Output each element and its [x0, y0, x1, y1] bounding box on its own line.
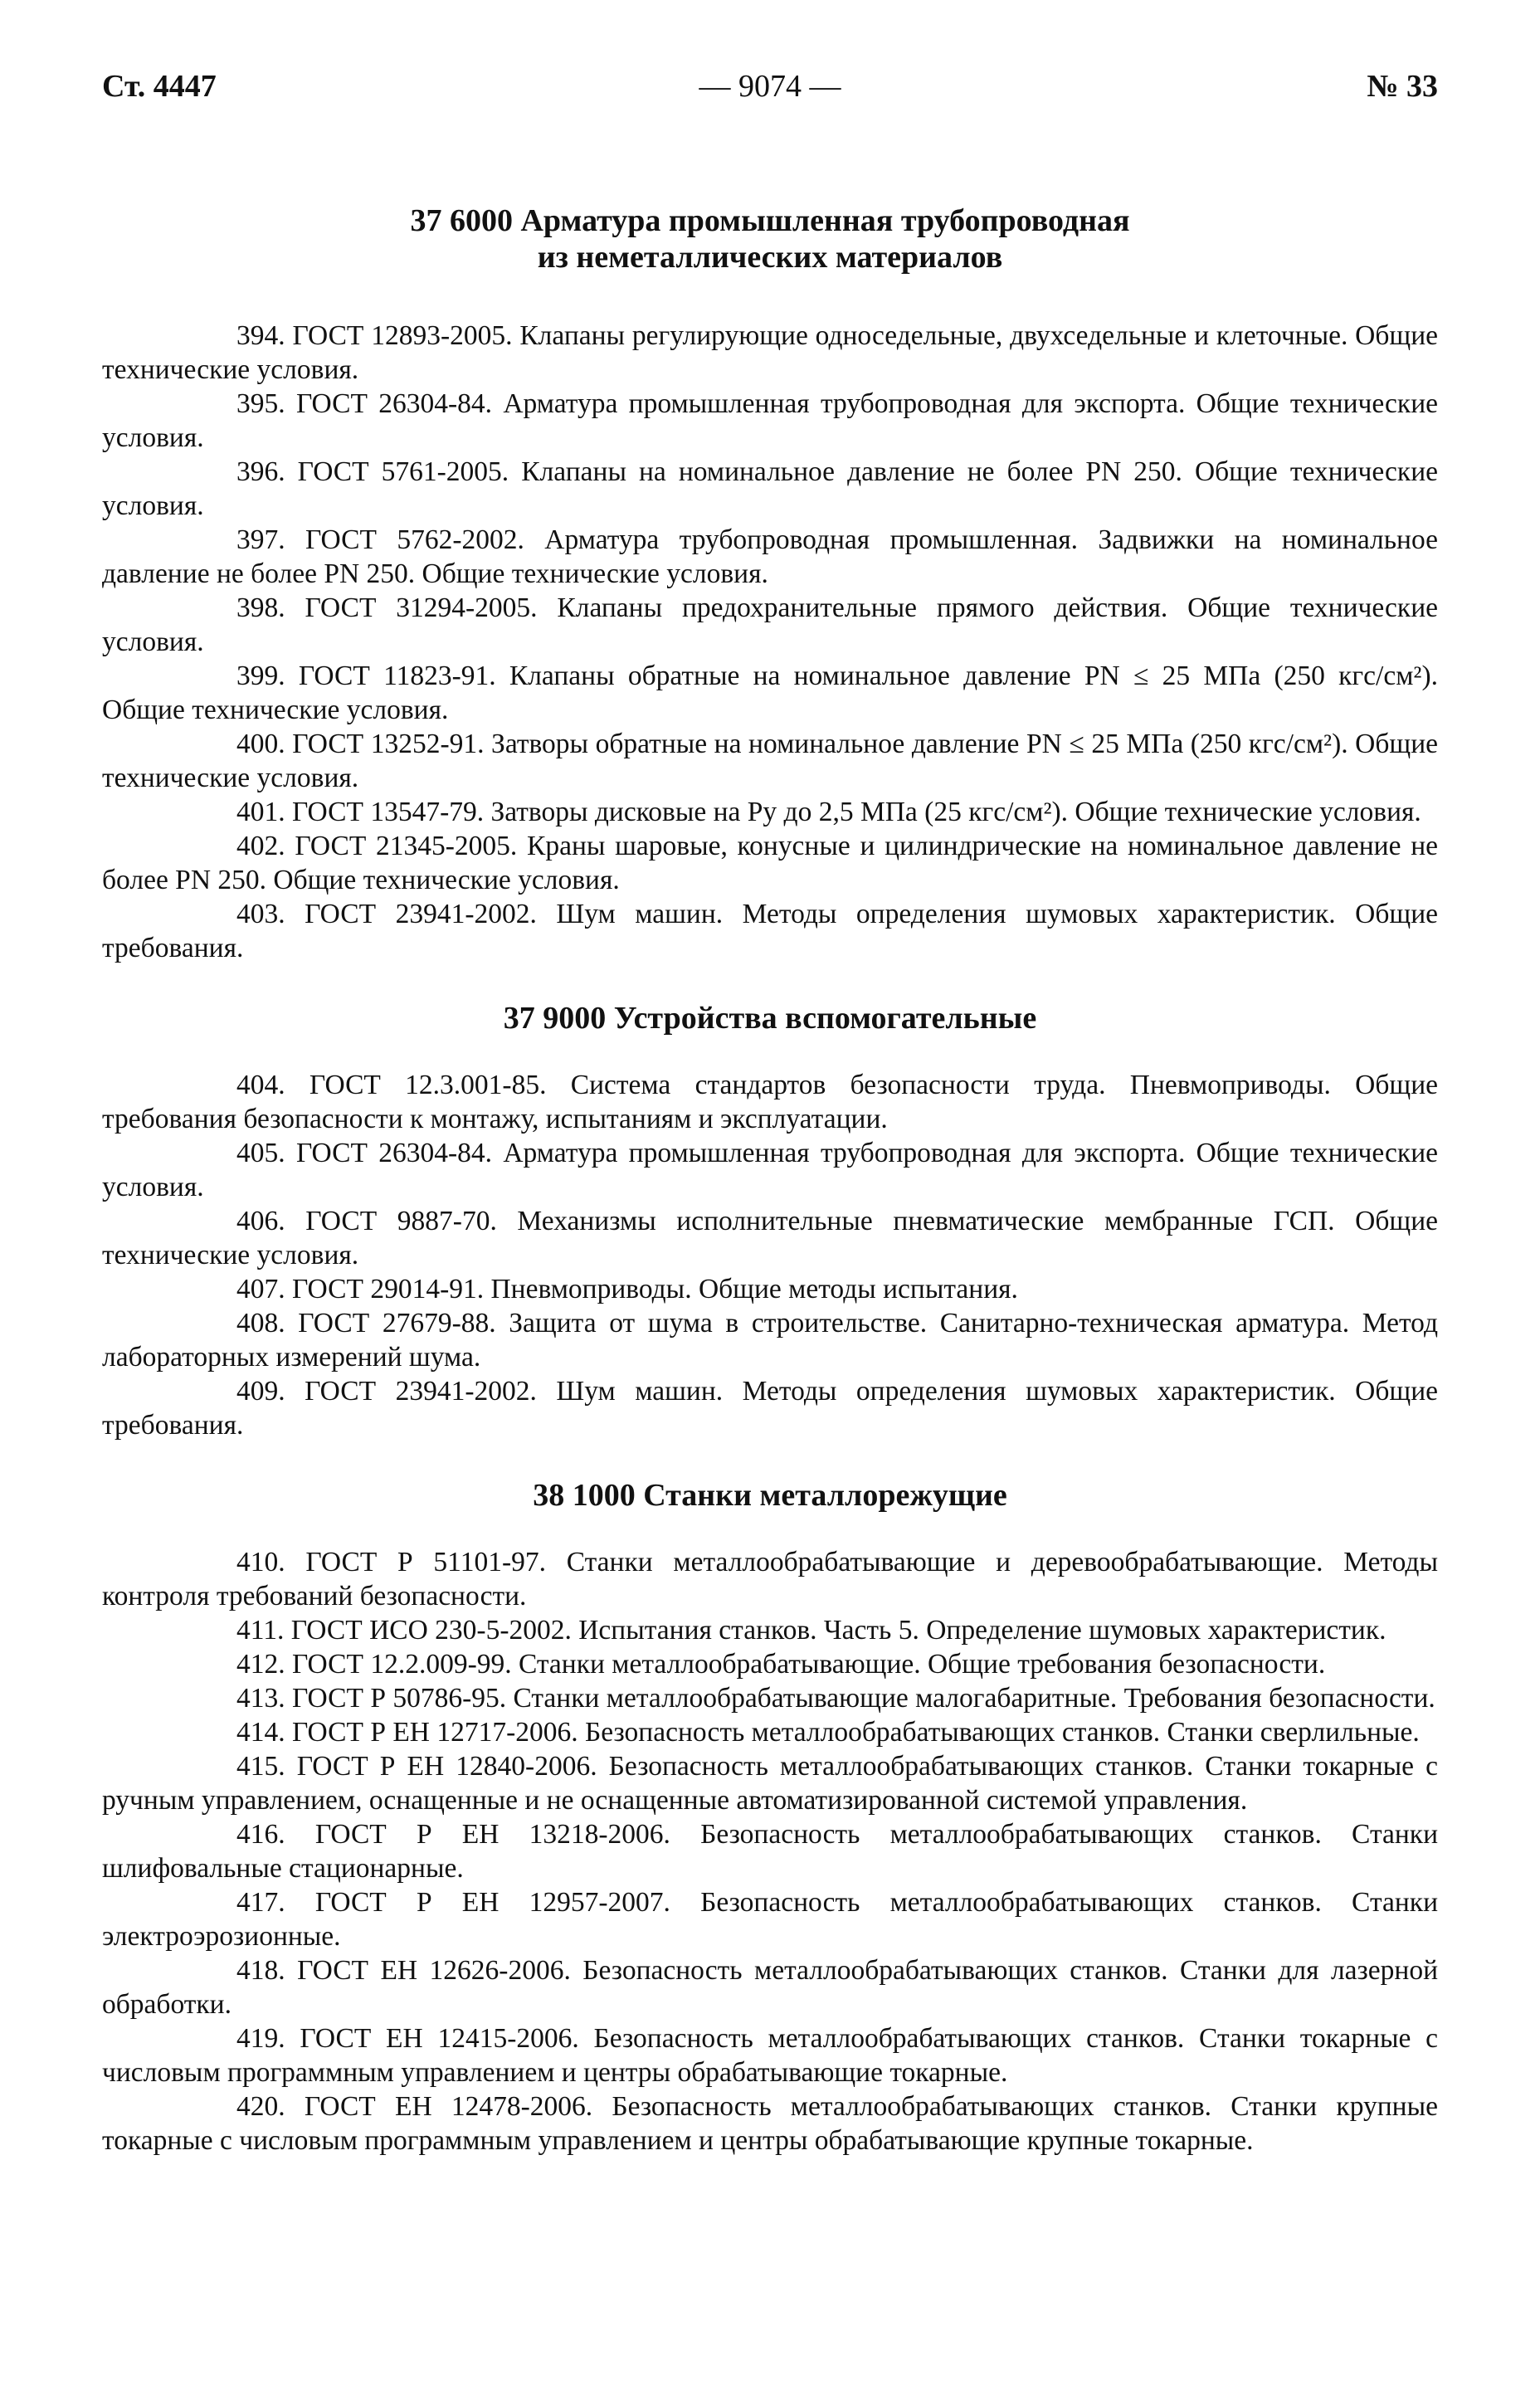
list-item: 419. ГОСТ ЕН 12415-2006. Безопасность металлообрабатывающих станков. Станки токарные с числовым программным управлением и центры обрабатывающие токарные. — [102, 2023, 1438, 2088]
list-item: 408. ГОСТ 27679-88. Защита от шума в строительстве. Санитарно-техническая арматура. Метод лабораторных измерений шума. — [102, 1308, 1438, 1373]
section-title-line: 37 9000 Устройства вспомогательные — [503, 1001, 1037, 1036]
section-title-line: 38 1000 Станки металлорежущие — [533, 1478, 1007, 1513]
list-item: 400. ГОСТ 13252-91. Затворы обратные на номинальное давление PN ≤ 25 МПа (250 кгс/см²). Общие технические условия. — [102, 729, 1438, 793]
list-item: 418. ГОСТ ЕН 12626-2006. Безопасность металлообрабатывающих станков. Станки для лазерной обработки. — [102, 1955, 1438, 2020]
section-title — [102, 202, 1438, 275]
list-item: 416. ГОСТ Р ЕН 13218-2006. Безопасность металлообрабатывающих станков. Станки шлифовальные стационарные. — [102, 1819, 1438, 1884]
list-item: 399. ГОСТ 11823-91. Клапаны обратные на номинальное давление PN ≤ 25 МПа (250 кгс/см²). Общие технические условия. — [102, 661, 1438, 725]
standards-list — [102, 1068, 1438, 1442]
list-item: 402. ГОСТ 21345-2005. Краны шаровые, конусные и цилиндрические на номинальное давление не более PN 250. Общие технические условия. — [102, 831, 1438, 895]
list-item: 394. ГОСТ 12893-2005. Клапаны регулирующие односедельные, двухседельные и клеточные. Общие технические условия. — [102, 320, 1438, 385]
document-page — [102, 66, 1438, 2158]
list-item: 412. ГОСТ 12.2.009-99. Станки металлообрабатывающие. Общие требования безопасности. — [236, 1649, 1326, 1680]
list-item: 395. ГОСТ 26304-84. Арматура промышленная трубопроводная для экспорта. Общие технические условия. — [102, 388, 1438, 453]
list-item: 417. ГОСТ Р ЕН 12957-2007. Безопасность металлообрабатывающих станков. Станки электроэрозионные. — [102, 1887, 1438, 1952]
list-item: 410. ГОСТ Р 51101-97. Станки металлообрабатывающие и деревообрабатывающие. Методы контроля требований безопасности. — [102, 1547, 1438, 1612]
list-item: 411. ГОСТ ИСО 230-5-2002. Испытания станков. Часть 5. Определение шумовых характеристик. — [236, 1615, 1386, 1646]
list-item: 414. ГОСТ Р ЕН 12717-2006. Безопасность металлообрабатывающих станков. Станки сверлильные. — [236, 1717, 1420, 1748]
page-number: — 9074 — — [699, 69, 841, 104]
list-item: 413. ГОСТ Р 50786-95. Станки металлообрабатывающие малогабаритные. Требования безопасности. — [236, 1683, 1435, 1714]
list-item: 420. ГОСТ ЕН 12478-2006. Безопасность металлообрабатывающих станков. Станки крупные токарные с числовым программным управлением и центры обрабатывающие крупные токарные. — [102, 2091, 1438, 2156]
list-item: 403. ГОСТ 23941-2002. Шум машин. Методы определения шумовых характеристик. Общие требования. — [102, 899, 1438, 963]
section-title — [102, 1477, 1438, 1514]
section-title-line: из неметаллических материалов — [537, 240, 1003, 275]
issue-number: № 33 — [1367, 69, 1438, 104]
list-item: 398. ГОСТ 31294-2005. Клапаны предохранительные прямого действия. Общие технические условия. — [102, 592, 1438, 657]
list-item: 404. ГОСТ 12.3.001-85. Система стандартов безопасности труда. Пневмоприводы. Общие требования безопасности к монтажу, испытаниям и эксплуатации. — [102, 1070, 1438, 1134]
list-item: 405. ГОСТ 26304-84. Арматура промышленная трубопроводная для экспорта. Общие технические условия. — [102, 1138, 1438, 1202]
list-item: 397. ГОСТ 5762-2002. Арматура трубопроводная промышленная. Задвижки на номинальное давление не более PN 250. Общие технические условия. — [102, 524, 1438, 589]
list-item: 415. ГОСТ Р ЕН 12840-2006. Безопасность металлообрабатывающих станков. Станки токарные с ручным управлением, оснащенные и не оснащенные автоматизированной системой управления. — [102, 1751, 1438, 1816]
standards-list — [102, 1545, 1438, 2158]
list-item: 409. ГОСТ 23941-2002. Шум машин. Методы определения шумовых характеристик. Общие требования. — [102, 1376, 1438, 1441]
standards-list — [102, 319, 1438, 965]
article-number: Ст. 4447 — [102, 69, 217, 104]
page-header — [102, 66, 1438, 116]
list-item: 407. ГОСТ 29014-91. Пневмоприводы. Общие методы испытания. — [236, 1274, 1018, 1304]
section-title — [102, 1000, 1438, 1036]
section-title-line: 37 6000 Арматура промышленная трубопроводная — [410, 203, 1130, 238]
list-item: 396. ГОСТ 5761-2005. Клапаны на номинальное давление не более PN 250. Общие технические условия. — [102, 456, 1438, 521]
list-item: 401. ГОСТ 13547-79. Затворы дисковые на Pу до 2,5 МПа (25 кгс/см²). Общие технические условия. — [236, 797, 1421, 827]
list-item: 406. ГОСТ 9887-70. Механизмы исполнительные пневматические мембранные ГСП. Общие технические условия. — [102, 1206, 1438, 1270]
